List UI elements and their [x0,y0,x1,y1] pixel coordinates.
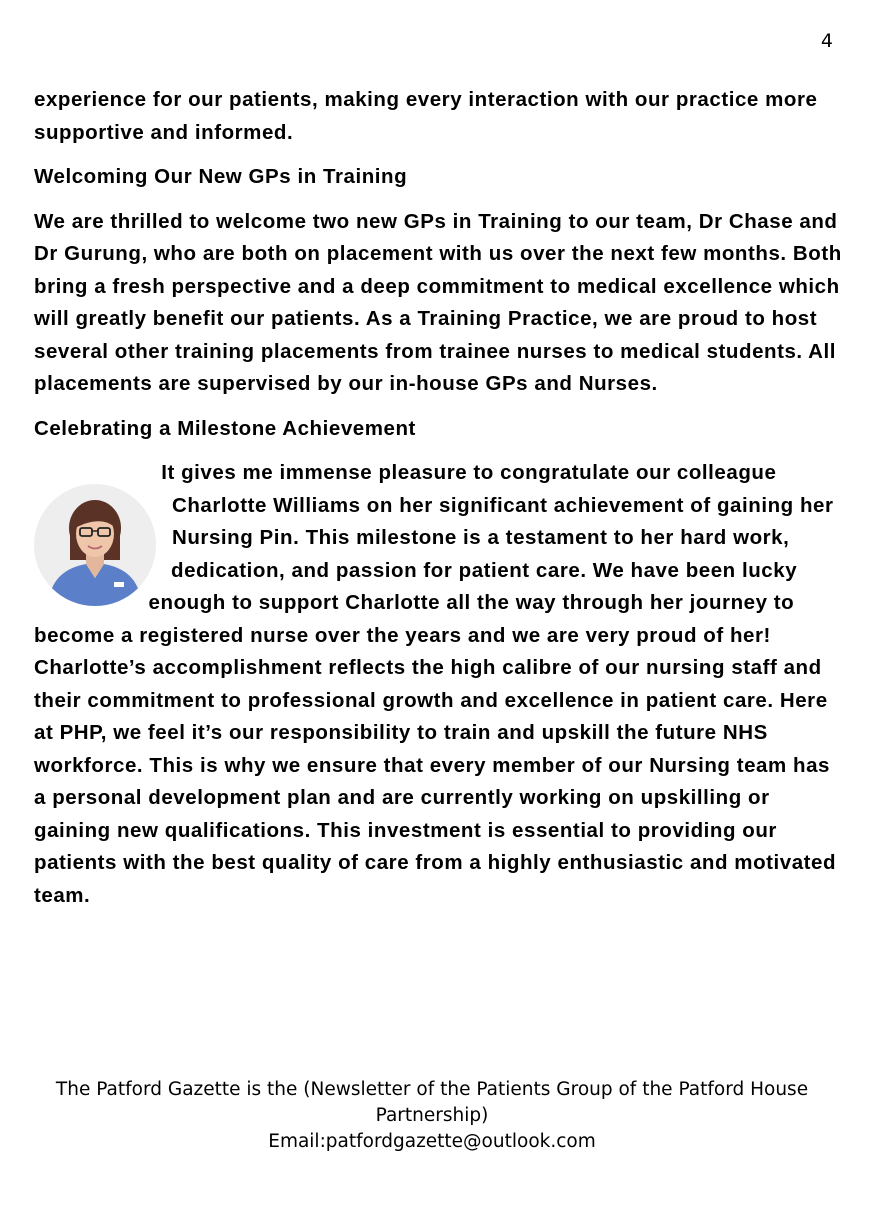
nurse-photo [34,484,156,606]
section-heading-milestone: Celebrating a Milestone Achievement [34,416,416,440]
section-heading-new-gps: Welcoming Our New GPs in Training [34,165,408,188]
article-content [34,84,846,924]
footer [40,1077,824,1155]
paragraph-new-gps: We are thrilled to welcome two new GPs in Training to our team, Dr Chase and Dr Gurung, who are both on placement with us over the next few months. Both bring a fresh perspective and a deep commitment to medical excellence which will greatly benefit our patients. As a Training Practice, we are proud to host several other training placements from trainee nurses to medical students. All placements are supervised by our in-house GPs and Nurses. [34,209,842,395]
footer-email[interactable]: Email:patfordgazette@outlook.com [268,1131,596,1152]
paragraph-milestone: It gives me immense pleasure to congratulate our colleague Charlotte Williams on her significant achievement of gaining her Nursing Pin. This milestone is a testament to her hard work, dedication, and passion for patient care. We have been lucky enough to support Charlotte all the way through her journey to become a registered nurse over the years and we are very proud of her! Charlotte’s accomplishment reflects the high calibre of our nursing staff and their commitment to professional growth and excellence in patient care. Here at PHP, we feel it’s our responsibility to train and upskill the future NHS workforce. This is why we ensure that every member of our Nursing team has a personal development plan and are currently working on upskilling or gaining new qualifications. This investment is essential to providing our patients with the best quality of care from a highly enthusiastic and motivated team. [34,461,837,907]
footer-newsletter-text: The Patford Gazette is the (Newsletter of the Patients Group of the Patford House Partnership) [55,1079,809,1126]
page-number: 4 [820,30,833,52]
intro-paragraph: experience for our patients, making every interaction with our practice more supportive and informed. [34,88,818,144]
